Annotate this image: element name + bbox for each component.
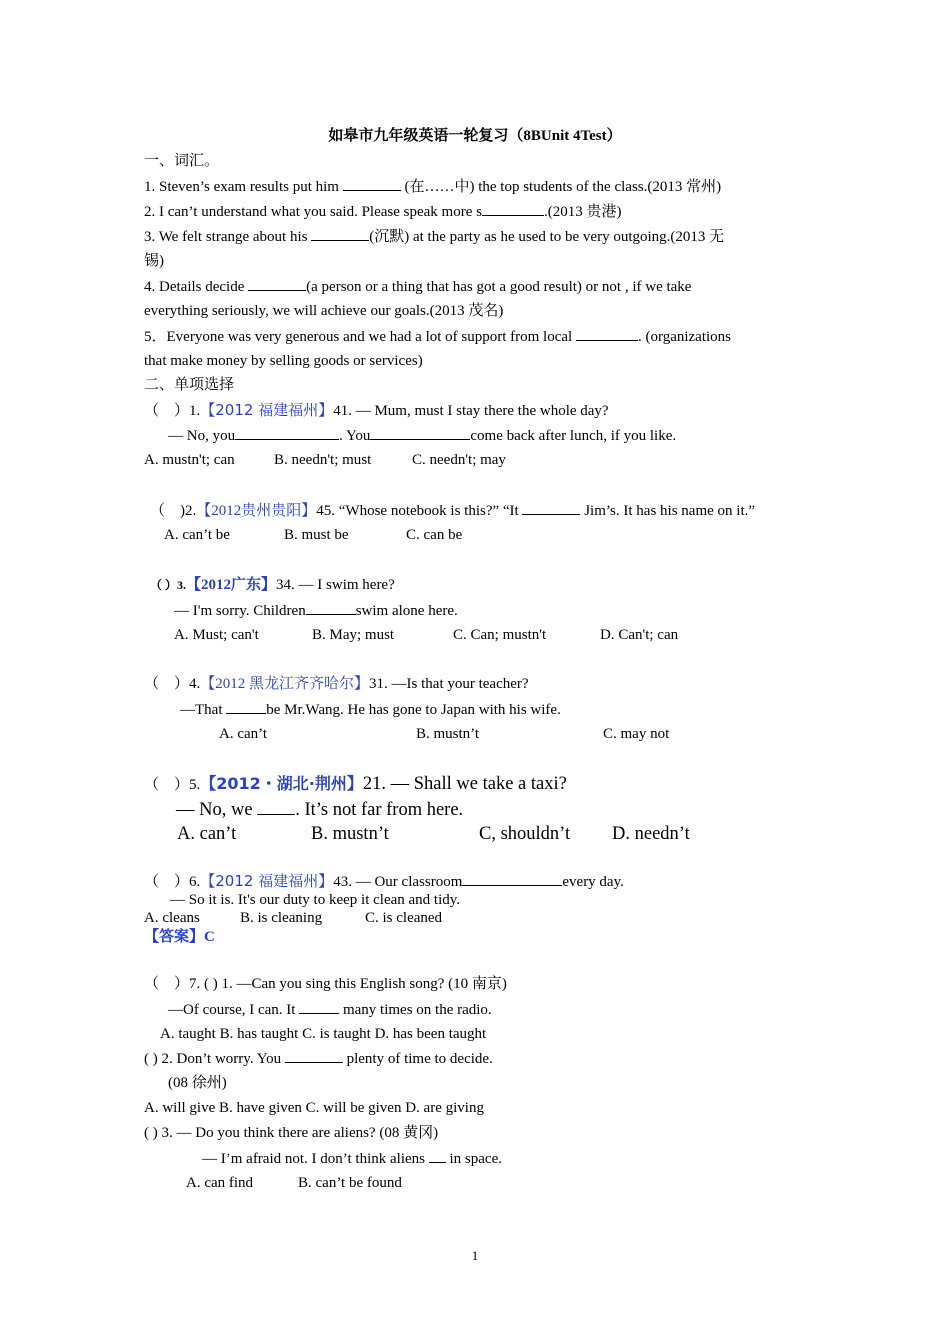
mc-q5-line2: — No, we . It’s not far from here.: [176, 797, 463, 822]
vocab-q5: 5．Everyone was very generous and we had a lot of support from local . (organizations: [144, 326, 731, 347]
vocab-q3-cont: 锡): [144, 253, 164, 269]
mc-q2-stem: （ )2.【2012贵州贵阳】45. “Whose notebook is this?” “It Jim’s. It has his name on it.”: [150, 500, 755, 521]
mc-q6-option-b[interactable]: B. is cleaning: [240, 910, 323, 926]
source-tag: 【2012 黑龙江齐齐哈尔】: [200, 676, 370, 692]
mc-q1-stem: （ ）1.【2012 福建福州】41. — Mum, must I stay there the whole day?: [144, 401, 609, 419]
vocab-q3: 3. We felt strange about his (沉默) at the party as he used to be very outgoing.(2013 无: [144, 226, 724, 247]
mc-sub3-option-b[interactable]: B. can’t be found: [298, 1175, 402, 1191]
mc-q4-option-b[interactable]: B. mustn’t: [416, 726, 480, 742]
page-number: 1: [471, 1248, 479, 1263]
answer-blank[interactable]: [522, 500, 580, 515]
mc-q7-stem: （ ）7. ( ) 1. —Can you sing this English song? (10 南京): [144, 976, 507, 992]
answer-blank[interactable]: [248, 276, 306, 291]
answer-blank[interactable]: [306, 600, 356, 615]
answer-blank[interactable]: [429, 1148, 446, 1163]
answer-blank[interactable]: [226, 699, 266, 714]
mc-q3-line2: — I'm sorry. Children swim alone here.: [174, 600, 458, 621]
answer-blank[interactable]: [343, 176, 401, 191]
mc-q7-options[interactable]: A. taught B. has taught C. is taught D. has been taught: [160, 1026, 487, 1042]
vocab-q1: 1. Steven’s exam results put him (在……中) the top students of the class.(2013 常州): [144, 176, 721, 197]
answer-blank[interactable]: [370, 425, 470, 440]
mc-q6-line2: — So it is. It's our duty to keep it clean and tidy.: [170, 892, 461, 908]
mc-q1-option-c[interactable]: C. needn't; may: [412, 452, 506, 468]
mc-q2-option-a[interactable]: A. can’t be: [164, 527, 230, 543]
mc-q1-line2: — No, you . You come back after lunch, if you like.: [168, 425, 676, 446]
answer-blank[interactable]: [482, 201, 544, 216]
source-tag: 【2012 福建福州】: [200, 872, 334, 890]
section-vocab-heading: 一、词汇。: [144, 153, 220, 169]
mc-q4-option-c[interactable]: C. may not: [603, 726, 670, 742]
mc-q2-option-b[interactable]: B. must be: [284, 527, 349, 543]
page-title: 如皋市九年级英语一轮复习（8BUnit 4Test）: [328, 128, 622, 144]
mc-q6-answer: 【答案】C: [144, 929, 215, 945]
mc-q7-line2: —Of course, I can. It many times on the radio.: [168, 999, 492, 1020]
source-tag: 【2012贵州贵阳】: [196, 503, 317, 519]
mc-q3-option-b[interactable]: B. May; must: [312, 627, 395, 643]
mc-sub2-source: (08 徐州): [168, 1075, 227, 1091]
answer-blank[interactable]: [257, 797, 295, 815]
mc-q6-stem: （ ）6.【2012 福建福州】43. — Our classroom every day.: [144, 872, 624, 890]
mc-sub2-options[interactable]: A. will give B. have given C. will be given D. are giving: [144, 1100, 484, 1116]
answer-blank[interactable]: [311, 226, 369, 241]
source-tag: 【2012广东】: [186, 577, 277, 593]
answer-blank[interactable]: [235, 425, 339, 440]
mc-q4-line2: —That be Mr.Wang. He has gone to Japan with his wife.: [180, 699, 561, 720]
mc-q5-option-d[interactable]: D. needn’t: [612, 824, 690, 844]
mc-q4-option-a[interactable]: A. can’t: [219, 726, 268, 742]
mc-q4-stem: （ ）4.【2012 黑龙江齐齐哈尔】31. —Is that your teacher?: [144, 676, 529, 692]
mc-q5-stem: （ ）5.【2012・湖北·荆州】21. — Shall we take a taxi?: [144, 774, 567, 794]
vocab-q4-cont: everything seriously, we will achieve our goals.(2013 茂名): [144, 303, 504, 319]
source-tag: 【2012・湖北·荆州】: [200, 774, 363, 793]
mc-q1-option-a[interactable]: A. mustn't; can: [144, 452, 235, 468]
mc-q3-option-c[interactable]: C. Can; mustn't: [453, 627, 547, 643]
mc-q6-option-a[interactable]: A. cleans: [144, 910, 200, 926]
answer-blank[interactable]: [285, 1048, 343, 1063]
mc-sub3-line2: — I’m afraid not. I don’t think aliens in space.: [202, 1148, 502, 1169]
mc-sub3-option-a[interactable]: A. can find: [186, 1175, 254, 1191]
mc-q5-option-b[interactable]: B. mustn’t: [311, 824, 389, 844]
mc-q5-option-c[interactable]: C, shouldn’t: [479, 824, 571, 844]
section-choice-heading: 二、单项选择: [144, 377, 235, 393]
vocab-q5-cont: that make money by selling goods or services): [144, 353, 423, 369]
mc-q3-option-d[interactable]: D. Can't; can: [600, 627, 679, 643]
source-tag: 【2012 福建福州】: [200, 401, 334, 419]
mc-q2-option-c[interactable]: C. can be: [406, 527, 463, 543]
mc-q3-option-a[interactable]: A. Must; can't: [174, 627, 259, 643]
mc-q6-option-c[interactable]: C. is cleaned: [365, 910, 443, 926]
answer-blank[interactable]: [462, 871, 562, 886]
mc-q3-stem: （ ）3.【2012广东】34. — I swim here?: [150, 577, 395, 593]
mc-q1-option-b[interactable]: B. needn't; must: [274, 452, 372, 468]
mc-q5-option-a[interactable]: A. can’t: [177, 824, 237, 844]
vocab-q2: 2. I can’t understand what you said. Please speak more s .(2013 贵港): [144, 201, 621, 222]
answer-blank[interactable]: [576, 326, 638, 341]
answer-blank[interactable]: [299, 999, 339, 1014]
mc-sub3-stem: ( ) 3. — Do you think there are aliens? (08 黄冈): [144, 1125, 439, 1141]
vocab-q4: 4. Details decide (a person or a thing that has got a good result) or not , if we take: [144, 276, 691, 297]
mc-sub2-stem: ( ) 2. Don’t worry. You plenty of time to decide.: [144, 1048, 493, 1069]
